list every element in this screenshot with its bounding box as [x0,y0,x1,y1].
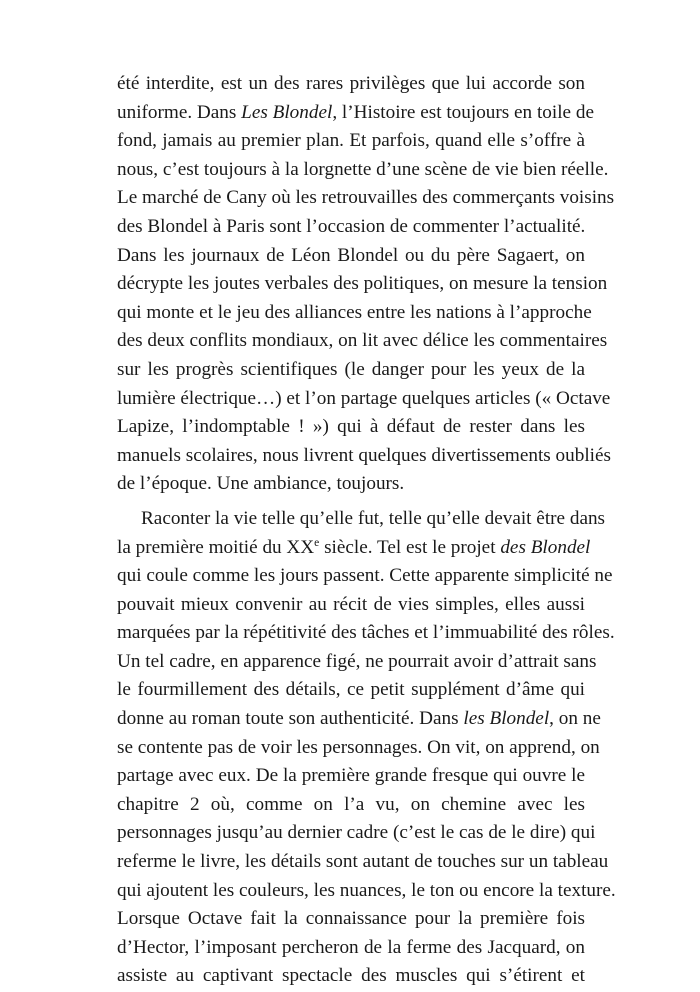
text-line: d’Hector, l’imposant percheron de la ferme des Jacquard, on [117,936,585,958]
text-line: referme le livre, les détails sont autant de touches sur un tableau [117,851,609,873]
italic-title: des Blondel [500,536,591,558]
text-line: sur les progrès scientifiques (le danger pour les yeux de la [117,358,585,380]
text-line: fond, jamais au premier plan. Et parfois, quand elle s’offre à [117,130,585,152]
text-line: qui ajoutent les couleurs, les nuances, le ton ou encore la texture. [117,879,616,901]
text-line: Lapize, l’indomptable ! ») qui à défaut de rester dans les [117,416,585,438]
italic-title: les Blondel [463,708,550,730]
text-line: nous, c’est toujours à la lorgnette d’une scène de vie bien réelle. [117,158,609,180]
text-line: décrypte les joutes verbales des politiques, on mesure la tension [117,273,608,295]
text-line: chapitre 2 où, comme on l’a vu, on chemine avec les [117,793,585,815]
page-text-body [117,70,616,991]
text-line: lumière électrique…) et l’on partage quelques articles (« Octave [117,387,611,409]
text-line: partage avec eux. De la première grande fresque qui ouvre le [117,765,585,787]
text-line: Lorsque Octave fait la connaissance pour la première fois [117,908,585,930]
text-line: se contente pas de voir les personnages. On vit, on apprend, on [117,736,600,758]
text-line: Un tel cadre, en apparence figé, ne pourrait avoir d’attrait sans [117,650,597,672]
text-line: des Blondel à Paris sont l’occasion de commenter l’actualité. [117,215,586,237]
text-line: la première moitié du XXe siècle. Tel est le projet des Blondel [117,536,591,558]
text-line: le fourmillement des détails, ce petit supplément d’âme qui [117,679,585,701]
text-line: assiste au captivant spectacle des muscles qui s’étirent et [117,965,585,987]
paragraph [117,505,616,991]
text-line: pouvait mieux convenir au récit de vies simples, elles aussi [117,593,585,615]
text-line: personnages jusqu’au dernier cadre (c’est le cas de le dire) qui [117,822,596,844]
text-line: marquées par la répétitivité des tâches et l’immuabilité des rôles. [117,622,615,644]
text-line: qui coule comme les jours passent. Cette apparente simplicité ne [117,565,613,587]
paragraph [117,70,615,499]
text-line: des deux conflits mondiaux, on lit avec délice les commentaires [117,330,608,352]
text-line: donne au roman toute son authenticité. Dans les Blondel, on ne [117,708,601,730]
text-line: Dans les journaux de Léon Blondel ou du père Sagaert, on [117,244,585,266]
superscript: e [314,536,320,549]
text-line: uniforme. Dans Les Blondel, l’Histoire est toujours en toile de [117,101,594,123]
text-line: été interdite, est un des rares privilèges que lui accorde son [117,73,585,94]
text-line: Le marché de Cany où les retrouvailles des commerçants voisins [117,187,615,209]
text-line: Raconter la vie telle qu’elle fut, telle qu’elle devait être dans [141,507,606,529]
text-line: manuels scolaires, nous livrent quelques divertissements oubliés [117,444,611,466]
text-line: qui monte et le jeu des alliances entre les nations à l’approche [117,301,592,323]
text-line: de l’époque. Une ambiance, toujours. [117,473,405,495]
italic-title: Les Blondel [241,101,333,123]
